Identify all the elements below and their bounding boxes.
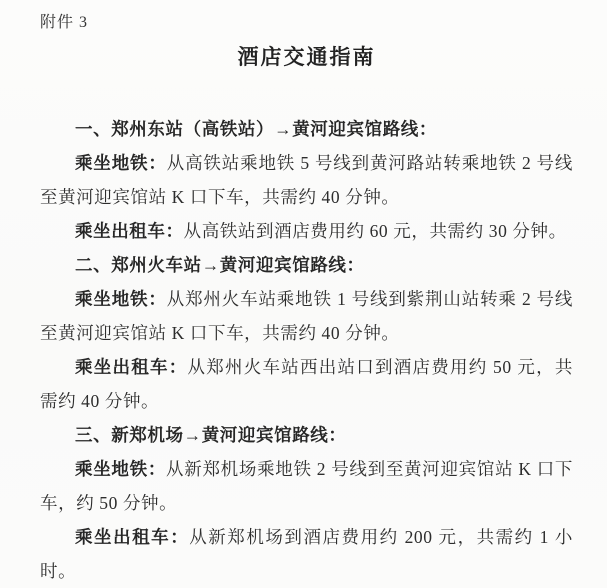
paragraph-metro	[40, 146, 573, 214]
paragraph-text: 从高铁站乘地铁 5 号线到黄河路站转乘地铁 2 号线至黄河迎宾馆站 K 口下车，共需约 40 分钟。	[40, 153, 573, 207]
paragraph-metro	[40, 452, 573, 520]
paragraph-taxi	[40, 214, 573, 248]
paragraph-metro	[40, 282, 573, 350]
paragraph-taxi	[40, 520, 573, 588]
transport-mode-label: 乘坐出租车：	[75, 357, 188, 377]
section-zhengzhou-east-station	[40, 112, 573, 248]
section-heading: 三、新郑机场→黄河迎宾馆路线：	[75, 425, 347, 445]
paragraph-text: 从新郑机场到酒店费用约 200 元，共需约 1 小时。	[40, 527, 573, 581]
paragraph-text: 从高铁站到酒店费用约 60 元，共需约 30 分钟。	[183, 221, 567, 241]
paragraph-taxi	[40, 350, 573, 418]
section-heading: 一、郑州东站（高铁站）→黄河迎宾馆路线：	[75, 119, 437, 139]
transport-mode-label: 乘坐出租车：	[75, 527, 190, 547]
paragraph-text: 从郑州火车站西出站口到酒店费用约 50 元，共需约 40 分钟。	[40, 357, 573, 411]
paragraph-text: 从新郑机场乘地铁 2 号线到至黄河迎宾馆站 K 口下车，约 50 分钟。	[40, 459, 573, 513]
transport-mode-label: 乘坐地铁：	[75, 289, 167, 309]
section-heading: 二、郑州火车站→黄河迎宾馆路线：	[75, 255, 365, 275]
paragraph-text: 从郑州火车站乘地铁 1 号线到紫荆山站转乘 2 号线至黄河迎宾馆站 K 口下车，共需约 40 分钟。	[40, 289, 573, 343]
transport-mode-label: 乘坐地铁：	[75, 153, 167, 173]
attachment-label: 附件 3	[40, 14, 89, 31]
transport-mode-label: 乘坐地铁：	[75, 459, 167, 479]
section-zhengzhou-railway-station	[40, 248, 573, 418]
transport-mode-label: 乘坐出租车：	[75, 221, 184, 241]
document-body	[40, 112, 573, 588]
page-title: 酒店交通指南	[237, 45, 376, 69]
section-xinzheng-airport	[40, 418, 573, 588]
